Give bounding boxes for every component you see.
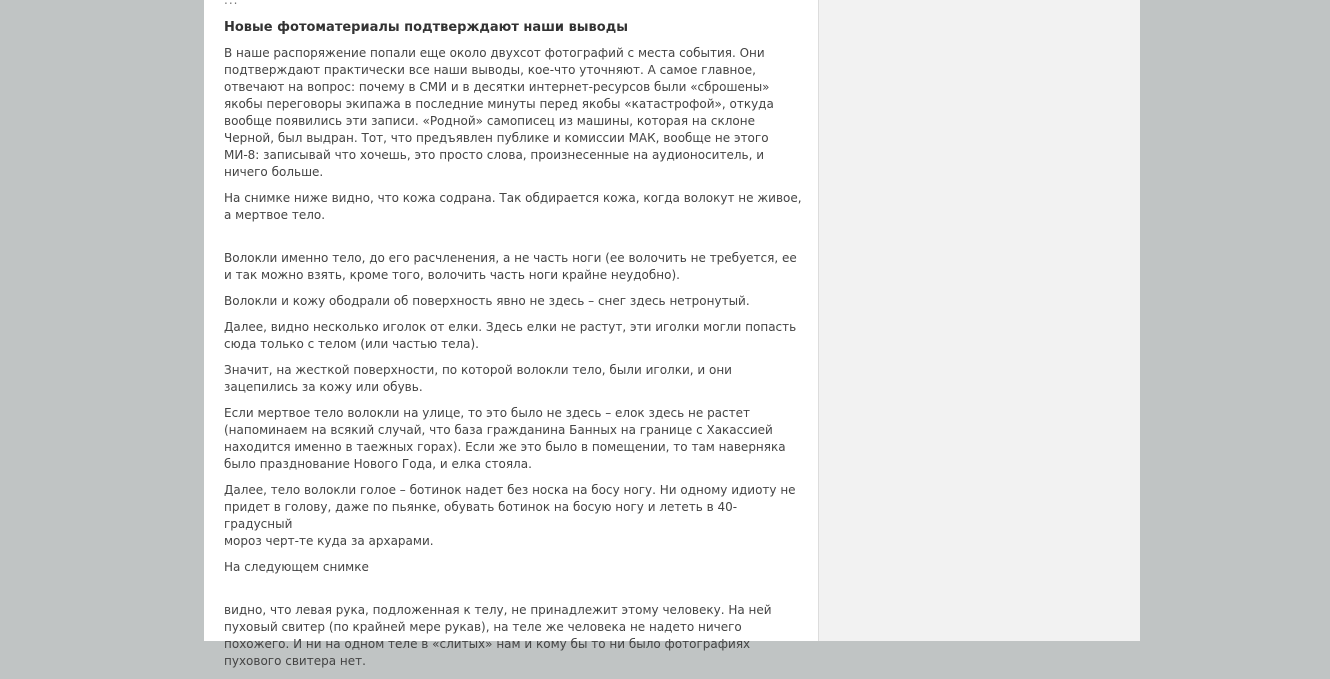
right-sidebar xyxy=(819,0,1140,641)
top-ellipsis: ... xyxy=(224,0,239,7)
article-title: Новые фотоматериалы подтверждают наши выводы xyxy=(224,20,628,35)
article-paragraph-4: Волокли и кожу ободрали об поверхность явно не здесь – снег здесь нетронутый. xyxy=(224,294,750,308)
article-paragraph-6: Значит, на жесткой поверхности, по которой волокли тело, были иголки, и они зацепились за кожу или обувь. xyxy=(224,363,732,394)
article xyxy=(224,19,804,679)
article-paragraph-1: В наше распоряжение попали еще около двухсот фотографий с места события. Они подтверждают практически все наши выводы, кое-что уточняют. А самое главное, отвечают на вопрос: почему в СМИ и в десятки интернет-ресурсов были «сброшены» якобы переговоры экипажа в последние минуты перед якобы «катастрофой», откуда вообще появились эти записи. «Родной» самописец из машины, которая на склоне Черной, был выдран. Тот, что предъявлен публике и комиссии МАК, вообще не этого МИ-8: записывай что хочешь, это просто слова, произнесенные на аудионоситель, и ничего больше. xyxy=(224,46,774,179)
article-paragraph-8: Далее, тело волокли голое – ботинок надет без носка на босу ногу. Ни одному идиоту не придет в голову, даже по пьянке, обувать ботинок на босую ногу и лететь в 40-градусный мороз черт-те куда за архарами. xyxy=(224,483,796,548)
article-paragraph-5: Далее, видно несколько иголок от елки. Здесь елки не растут, эти иголки могли попасть сюда только с телом (или частью тела). xyxy=(224,320,797,351)
article-paragraph-9: На следующем снимке xyxy=(224,560,369,574)
article-paragraph-2: На снимке ниже видно, что кожа содрана. Так обдирается кожа, когда волокут не живое, а мертвое тело. xyxy=(224,191,802,222)
article-paragraph-3: Волокли именно тело, до его расчленения, а не часть ноги (ее волочить не требуется, ее и так можно взять, кроме того, волочить часть ноги крайне неудобно). xyxy=(224,251,797,282)
main-column xyxy=(204,0,819,668)
article-paragraph-7: Если мертвое тело волокли на улице, то это было не здесь – елок здесь не растет (напоминаем на всякий случай, что база гражданина Банных на границе с Хакассией находится именно в таежных горах). Если же это было в помещении, то там наверняка было празднование Нового Года, и елка стояла. xyxy=(224,406,786,471)
page xyxy=(204,0,1140,668)
article-paragraph-10: видно, что левая рука, подложенная к телу, не принадлежит этому человеку. На ней пуховый свитер (по крайней мере рукав), на теле же человека не надето ничего похожего. И ни на одном теле в «слитых» нам и кому бы то ни было фотографиях пухового свитера нет. xyxy=(224,603,772,668)
